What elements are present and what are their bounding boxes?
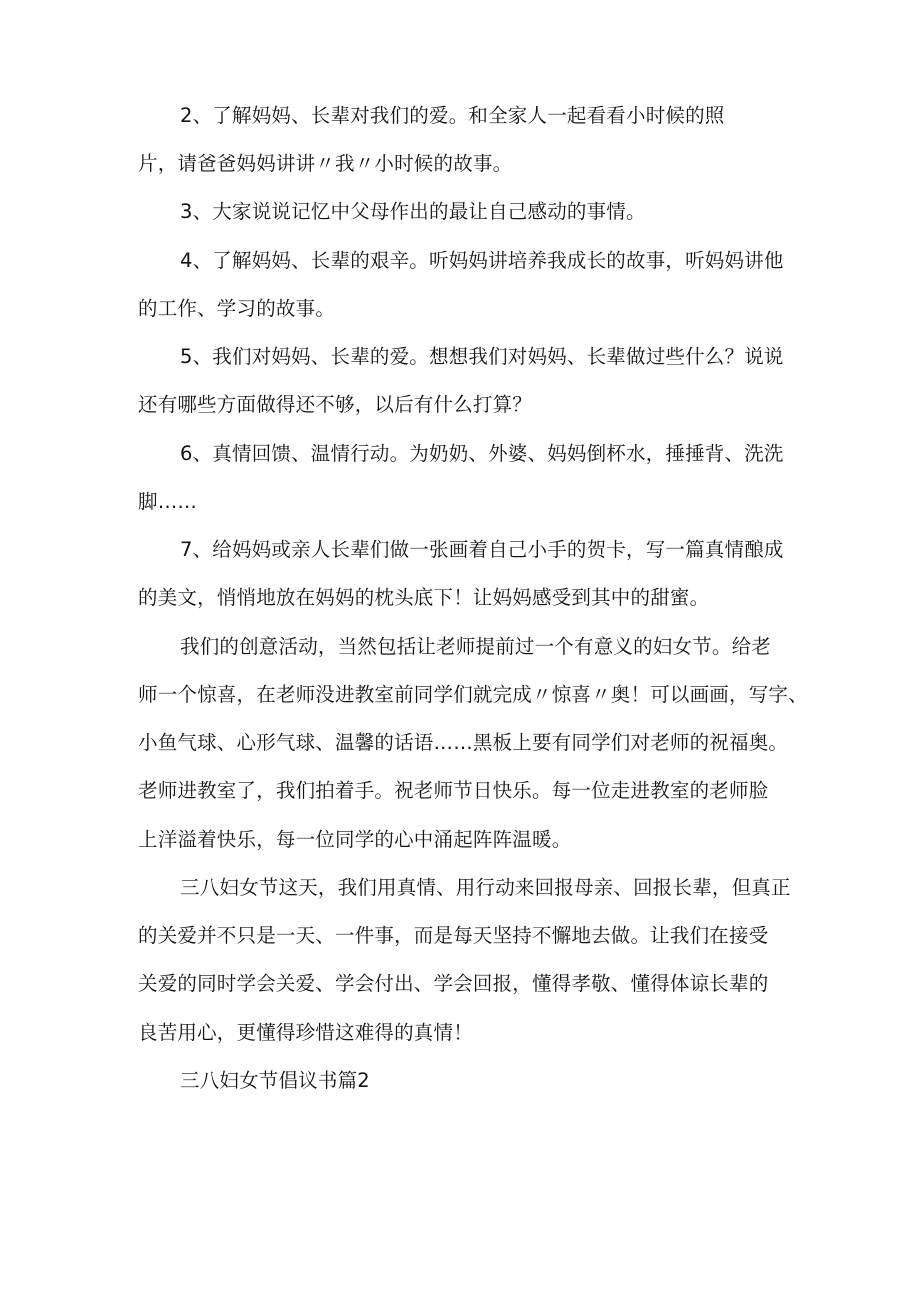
paragraph-8-line-3: 关爱的同时学会关爱、学会付出、学会回报，懂得孝敬、懂得体谅长辈的 (138, 972, 769, 995)
paragraph-7-line-4: 老师进教室了，我们拍着手。祝老师节日快乐。每一位走进教室的老师脸 (138, 779, 769, 802)
paragraph-4-line-1: 5、我们对妈妈、长辈的爱。想想我们对妈妈、长辈做过些什么？说说 (180, 345, 784, 368)
paragraph-4-line-2: 还有哪些方面做得还不够，以后有什么打算？ (138, 393, 533, 416)
paragraph-8-line-2: 的关爱并不只是一天、一件事，而是每天坚持不懈地去做。让我们在接受 (138, 924, 769, 947)
paragraph-6-line-2: 的美文，悄悄地放在妈妈的枕头底下！让妈妈感受到其中的甜蜜。 (138, 586, 710, 609)
paragraph-7-line-5: 上洋溢着快乐，每一位同学的心中涌起阵阵温暖。 (138, 828, 572, 851)
paragraph-3-line-1: 4、了解妈妈、长辈的艰辛。听妈妈讲培养我成长的故事，听妈妈讲他 (180, 249, 784, 272)
paragraph-7-line-2: 师一个惊喜，在老师没进教室前同学们就完成〃惊喜〃奥！可以画画，写字、 (138, 683, 808, 706)
paragraph-8-line-1: 三八妇女节这天，我们用真情、用行动来回报母亲、回报长辈，但真正 (180, 876, 791, 899)
paragraph-7-line-1: 我们的创意活动，当然包括让老师提前过一个有意义的妇女节。给老 (180, 635, 772, 658)
paragraph-8-line-4: 良苦用心，更懂得珍惜这难得的真情！ (138, 1021, 473, 1044)
section-heading: 三八妇女节倡议书篇2 (180, 1069, 370, 1092)
paragraph-2-line-1: 3、大家说说记忆中父母作出的最让自己感动的事情。 (180, 200, 646, 223)
paragraph-5-line-2: 脚…… (138, 490, 198, 513)
paragraph-6-line-1: 7、给妈妈或亲人长辈们做一张画着自己小手的贺卡，写一篇真情酿成 (180, 538, 784, 561)
paragraph-1-line-2: 片，请爸爸妈妈讲讲〃我〃小时候的故事。 (138, 152, 513, 175)
paragraph-3-line-2: 的工作、学习的故事。 (138, 297, 336, 320)
paragraph-5-line-1: 6、真情回馈、温情行动。为奶奶、外婆、妈妈倒杯水，捶捶背、洗洗 (180, 442, 784, 465)
paragraph-1-line-1: 2、了解妈妈、长辈对我们的爱。和全家人一起看看小时候的照 (180, 104, 725, 127)
paragraph-7-line-3: 小鱼气球、心形气球、温馨的话语……黑板上要有同学们对老师的祝福奥。 (138, 731, 789, 754)
